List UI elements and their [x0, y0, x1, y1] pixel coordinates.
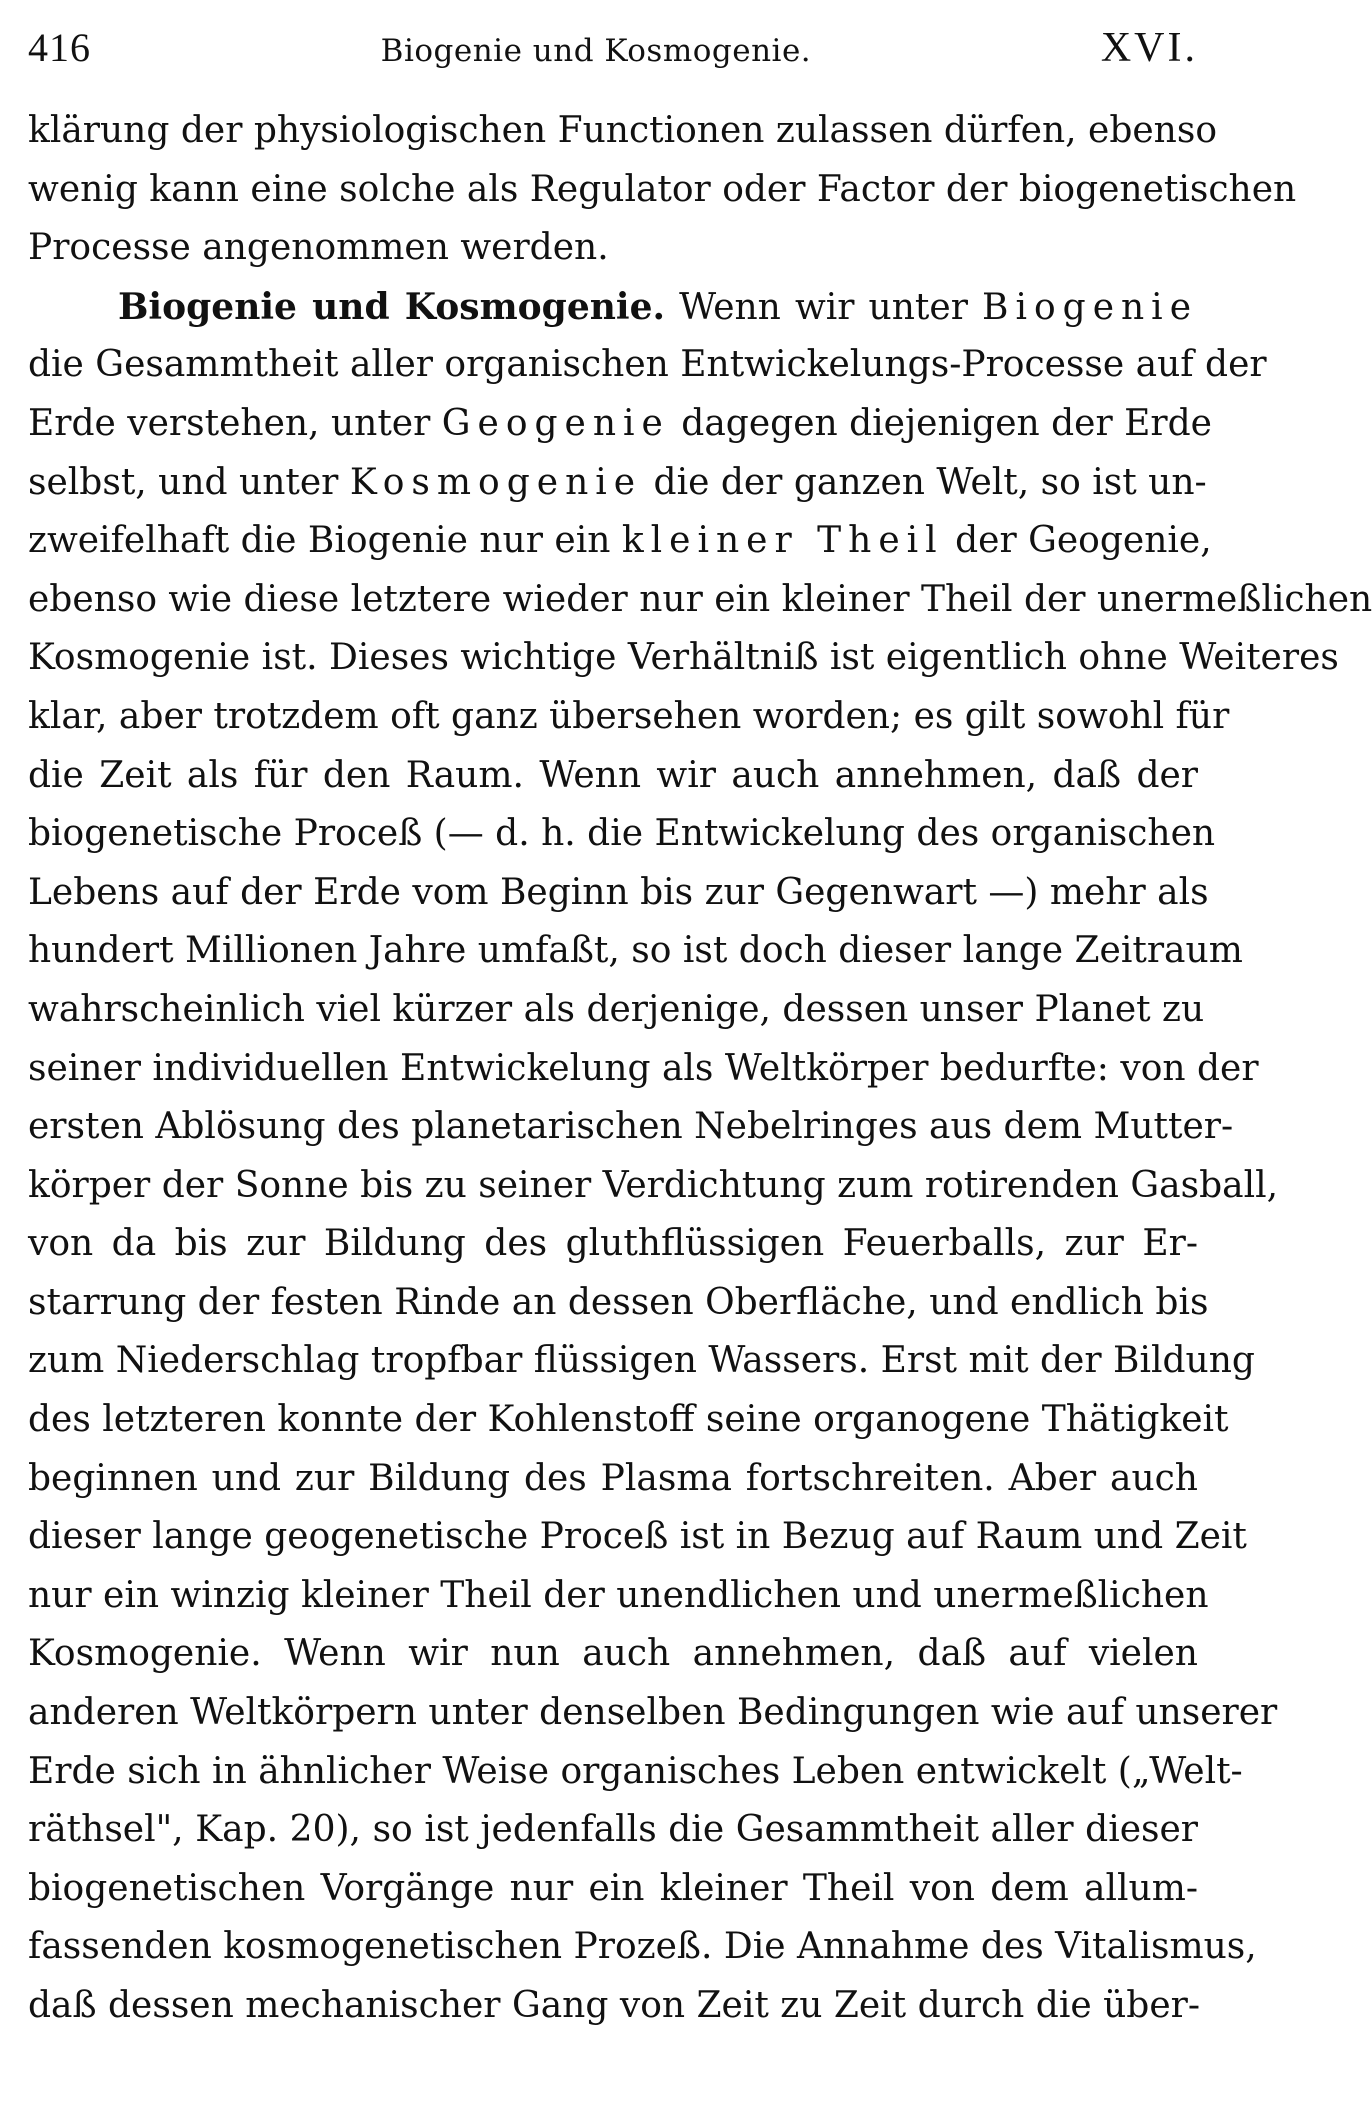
text-segment: körper der Sonne bis zu seiner Verdichtung zum rotirenden Gasball,	[28, 1164, 1279, 1206]
text-segment: zum Niederschlag tropfbar flüssigen Wassers. Erst mit der Bildung	[28, 1340, 1255, 1382]
text-segment: biogenetische Proceß (— d. h. die Entwickelung des organischen	[28, 813, 1216, 855]
body-text	[28, 102, 1372, 2036]
text-line	[28, 336, 1267, 395]
text-line	[28, 1801, 1198, 1860]
text-line	[28, 1332, 1255, 1391]
emphasized-term: Kosmogenie	[349, 461, 643, 503]
running-title: Biogenie und Kosmogenie.	[380, 33, 812, 69]
text-segment: die Gesammtheit aller organischen Entwickelungs-Processe auf der	[28, 344, 1267, 386]
text-line	[28, 395, 1212, 454]
text-line	[28, 864, 1209, 923]
emphasized-term: Biogenie	[982, 286, 1198, 328]
text-line	[28, 1508, 1247, 1567]
section-heading: Biogenie und Kosmogenie.	[118, 285, 666, 328]
text-segment: Lebens auf der Erde vom Beginn bis zur Gegenwart —) mehr als	[28, 871, 1209, 913]
text-segment: dieser lange geogenetische Proceß ist in Bezug auf Raum und Zeit	[28, 1516, 1247, 1558]
text-line	[28, 1625, 1198, 1684]
text-segment: die Zeit als für den Raum. Wenn wir auch annehmen, daß der	[28, 754, 1198, 796]
text-line	[28, 219, 1198, 278]
emphasized-term: kleiner Theil	[621, 520, 944, 562]
text-segment: Kosmogenie. Wenn wir nun auch annehmen, daß auf vielen	[28, 1633, 1198, 1675]
text-segment: wenig kann eine solche als Regulator oder Factor der biogenetischen	[28, 168, 1297, 210]
text-segment: selbst, und unter	[28, 461, 350, 503]
text-segment: biogenetischen Vorgänge nur ein kleiner Theil von dem allum-	[28, 1867, 1198, 1909]
text-segment: Processe angenommen werden.	[28, 227, 609, 269]
text-segment: ersten Ablösung des planetarischen Nebelringes aus dem Mutter-	[28, 1106, 1234, 1148]
text-line	[28, 1215, 1198, 1274]
page-number: 416	[28, 25, 91, 70]
text-segment: dagegen diejenigen der Erde	[669, 402, 1212, 444]
text-segment: des letzteren konnte der Kohlenstoff seine organogene Thätigkeit	[28, 1399, 1229, 1441]
text-line	[28, 922, 1243, 981]
text-segment: zweifelhaft die Biogenie nur ein	[28, 520, 622, 562]
text-segment: nur ein winzig kleiner Theil der unendlichen und unermeßlichen	[28, 1574, 1209, 1616]
running-head	[28, 26, 1198, 70]
text-segment: der Geogenie,	[943, 520, 1212, 562]
text-line	[28, 747, 1198, 806]
text-segment: Erde sich in ähnlicher Weise organisches Leben entwickelt („Welt-	[28, 1750, 1243, 1792]
chapter-number: XVI.	[1100, 25, 1198, 71]
text-line	[28, 688, 1230, 747]
text-line	[28, 629, 1339, 688]
text-segment: die der ganzen Welt, so ist un-	[642, 461, 1207, 503]
text-segment: von da bis zur Bildung des gluthflüssigen Feuerballs, zur Er-	[28, 1223, 1198, 1265]
text-segment: daß dessen mechanischer Gang von Zeit zu Zeit durch die über-	[28, 1985, 1201, 2026]
text-line	[28, 1918, 1257, 1977]
text-line	[28, 512, 1212, 571]
text-line	[28, 1157, 1279, 1216]
text-segment: fassenden kosmogenetischen Prozeß. Die Annahme des Vitalismus,	[28, 1926, 1257, 1968]
text-segment: starrung der festen Rinde an dessen Oberfläche, und endlich bis	[28, 1281, 1209, 1323]
text-segment: Kosmogenie ist. Dieses wichtige Verhältniß ist eigentlich ohne Weiteres	[28, 637, 1339, 679]
text-line	[28, 1040, 1259, 1099]
text-line	[28, 981, 1205, 1040]
text-segment: klärung der physiologischen Functionen zulassen dürfen, ebenso	[28, 110, 1218, 151]
emphasized-term: Geogenie	[441, 402, 670, 444]
text-segment: Erde verstehen, unter	[28, 402, 442, 444]
text-line	[28, 102, 1218, 161]
text-line	[28, 1391, 1229, 1450]
text-line	[28, 1743, 1243, 1802]
text-segment: hundert Millionen Jahre umfaßt, so ist doch dieser lange Zeitraum	[28, 930, 1243, 972]
text-line	[28, 1860, 1198, 1919]
text-line	[28, 1567, 1209, 1626]
text-line	[28, 1098, 1234, 1157]
text-line	[28, 278, 1198, 337]
text-segment: anderen Weltkörpern unter denselben Bedingungen wie auf unserer	[28, 1692, 1278, 1734]
text-segment: seiner individuellen Entwickelung als Weltkörper bedurfte: von der	[28, 1047, 1259, 1089]
text-line	[28, 161, 1297, 220]
text-line	[28, 454, 1207, 513]
text-segment: beginnen und zur Bildung des Plasma fortschreiten. Aber auch	[28, 1457, 1198, 1499]
text-segment: ebenso wie diese letztere wieder nur ein kleiner Theil der unermeßlichen	[28, 578, 1372, 620]
text-line	[28, 1977, 1201, 2036]
text-line	[28, 1450, 1198, 1509]
text-segment: wahrscheinlich viel kürzer als derjenige, dessen unser Planet zu	[28, 988, 1205, 1030]
text-segment: klar, aber trotzdem oft ganz übersehen worden; es gilt sowohl für	[28, 695, 1230, 737]
text-segment: räthsel", Kap. 20), so ist jedenfalls die Gesammtheit aller dieser	[28, 1809, 1198, 1851]
text-line	[28, 1684, 1278, 1743]
text-line	[28, 1274, 1209, 1333]
text-line	[28, 571, 1372, 630]
text-segment: Wenn wir unter	[665, 286, 982, 328]
text-line	[28, 805, 1216, 864]
